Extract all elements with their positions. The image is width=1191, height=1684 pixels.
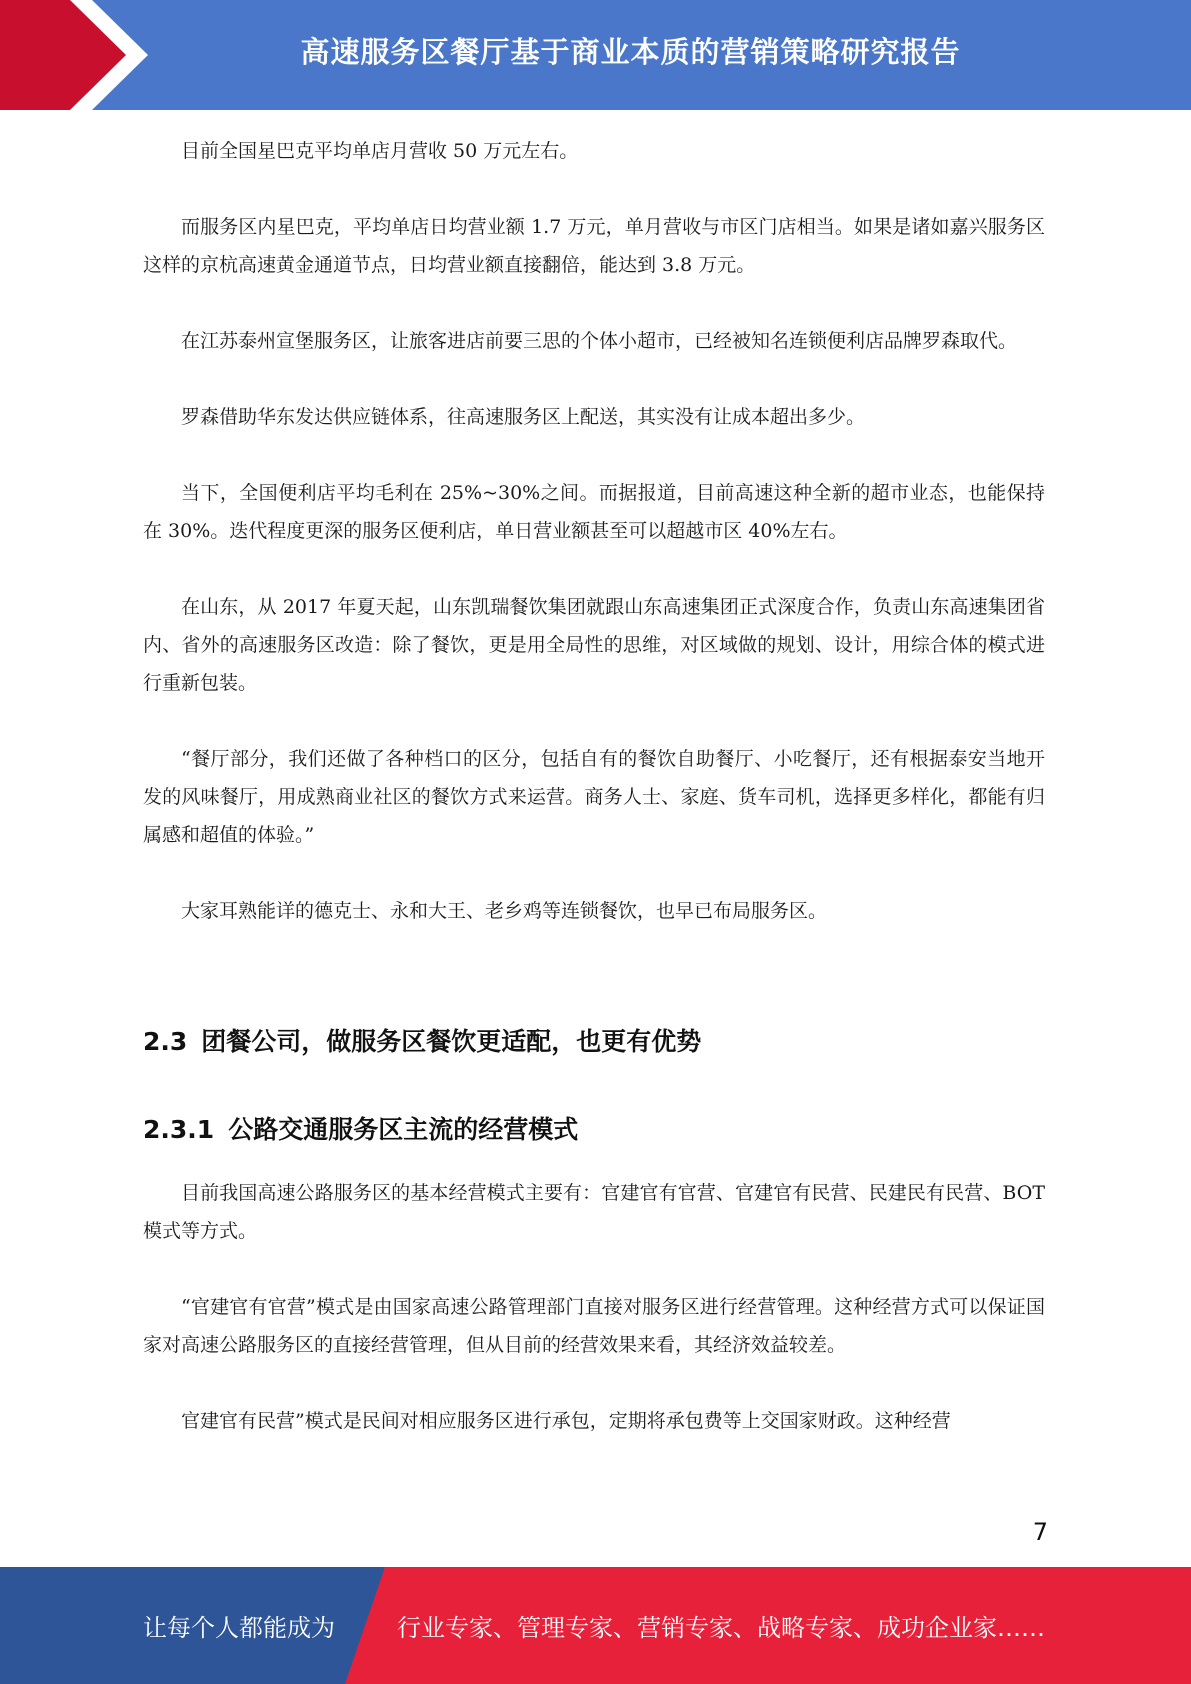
- paragraph: 目前我国高速公路服务区的基本经营模式主要有：官建官有官营、官建官有民营、民建民有民营、BOT 模式等方式。: [143, 1182, 1045, 1242]
- report-title: 高速服务区餐厅基于商业本质的营销策略研究报告: [300, 34, 961, 69]
- paragraph: 在山东，从 2017 年夏天起，山东凯瑞餐饮集团就跟山东高速集团正式深度合作，负责山东高速集团省内、省外的高速服务区改造：除了餐饮，更是用全局性的思维，对区域做的规划、设计，用综合体的模式进行重新包装。: [143, 596, 1045, 694]
- footer-slogan-right: 行业专家、管理专家、营销专家、战略专家、成功企业家……: [397, 1614, 1045, 1642]
- page-footer: [0, 1567, 1191, 1684]
- page-number: 7: [1032, 1518, 1048, 1546]
- paragraph: 官建官有民营”模式是民间对相应服务区进行承包，定期将承包费等上交国家财政。这种经营: [181, 1410, 951, 1432]
- subsection-heading: [143, 1110, 1045, 1146]
- paragraph: 在江苏泰州宣堡服务区，让旅客进店前要三思的个体小超市，已经被知名连锁便利店品牌罗森取代。: [181, 330, 1018, 352]
- header-chevron-decoration: [0, 0, 160, 110]
- subsection-title: 公路交通服务区主流的经营模式: [228, 1115, 579, 1144]
- subsection-number: 2.3.1: [143, 1115, 215, 1144]
- footer-slogan-left: 让每个人都能成为: [143, 1614, 335, 1642]
- paragraph: “官建官有官营”模式是由国家高速公路管理部门直接对服务区进行经营管理。这种经营方式可以保证国家对高速公路服务区的直接经营管理，但从目前的经营效果来看，其经济效益较差。: [143, 1296, 1045, 1356]
- paragraph: 而服务区内星巴克，平均单店日均营业额 1.7 万元，单月营收与市区门店相当。如果是诸如嘉兴服务区这样的京杭高速黄金通道节点，日均营业额直接翻倍，能达到 3.8 万元。: [143, 216, 1045, 276]
- section-title: 团餐公司，做服务区餐饮更适配，也更有优势: [201, 1027, 702, 1056]
- page-header: [0, 0, 1191, 110]
- paragraph: “餐厅部分，我们还做了各种档口的区分，包括自有的餐饮自助餐厅、小吃餐厅，还有根据泰安当地开发的风味餐厅，用成熟商业社区的餐饮方式来运营。商务人士、家庭、货车司机，选择更多样化，都能有归属感和超值的体验。”: [143, 748, 1045, 846]
- paragraph: 罗森借助华东发达供应链体系，往高速服务区上配送，其实没有让成本超出多少。: [181, 406, 866, 428]
- document-body: [143, 132, 1045, 1478]
- paragraph: 当下，全国便利店平均毛利在 25%~30%之间。而据报道，目前高速这种全新的超市业态，也能保持在 30%。迭代程度更深的服务区便利店，单日营业额甚至可以超越市区 40%左右。: [143, 482, 1045, 542]
- section-heading: [143, 1022, 1045, 1058]
- section-number: 2.3: [143, 1027, 188, 1056]
- paragraph: 目前全国星巴克平均单店月营收 50 万元左右。: [181, 140, 579, 162]
- paragraph: 大家耳熟能详的德克士、永和大王、老乡鸡等连锁餐饮，也早已布局服务区。: [181, 900, 828, 922]
